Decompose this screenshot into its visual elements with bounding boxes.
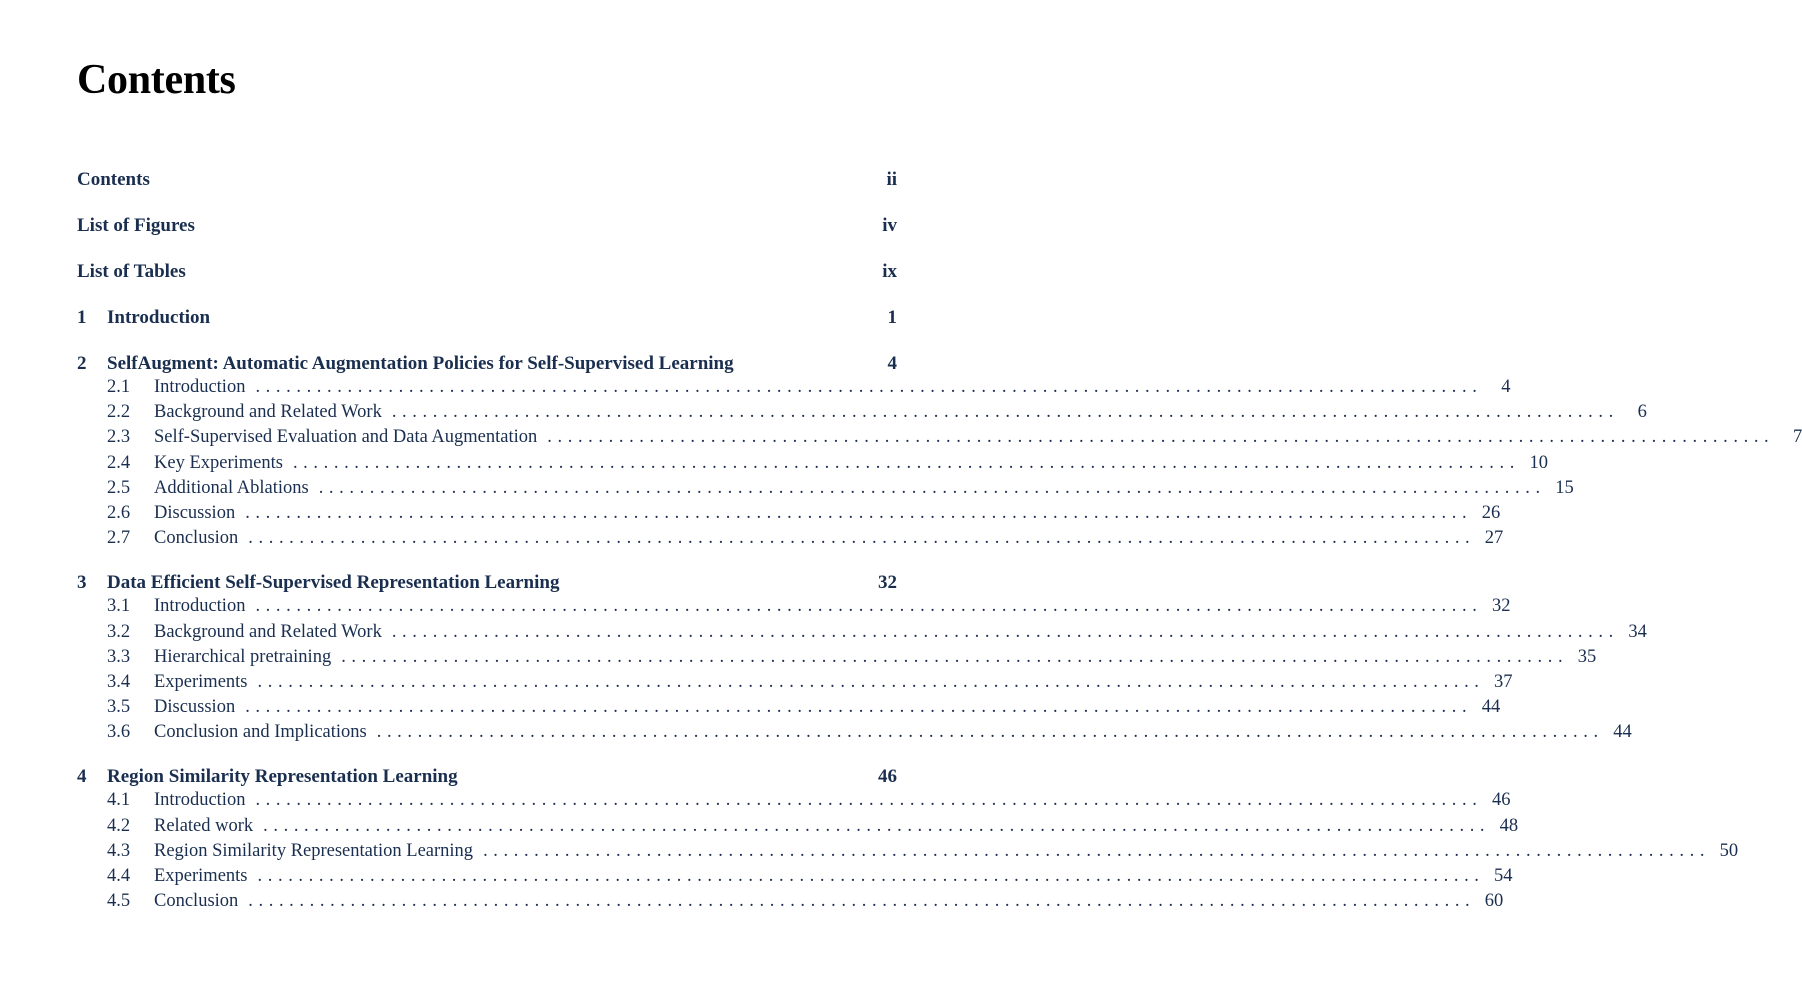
chapter-number: 3 — [77, 572, 87, 594]
section-title: Self-Supervised Evaluation and Data Augmentation — [154, 427, 538, 448]
dot-leader: ........................................................................................................................ — [257, 671, 1485, 692]
section-number: 2.7 — [107, 528, 131, 549]
dot-leader: ........................................................................................................................ — [547, 427, 1775, 448]
section-title: Conclusion and Implications — [154, 722, 367, 743]
dot-leader: ........................................................................................................................ — [248, 891, 1476, 912]
section-page: 60 — [1484, 891, 1504, 912]
section-page: 32 — [1491, 596, 1511, 617]
section-number: 4.1 — [107, 790, 131, 811]
section-entry[interactable] — [77, 375, 1511, 400]
dot-leader: ........................................................................................................................ — [245, 697, 1473, 718]
chapter-number: 1 — [77, 307, 87, 328]
chapter-number: 4 — [77, 766, 87, 788]
section-title: Experiments — [154, 671, 248, 692]
section-entry[interactable] — [77, 501, 1501, 526]
section-entry[interactable] — [77, 864, 1513, 889]
chapter-1 — [77, 304, 897, 332]
toc-entry-page: ii — [886, 169, 897, 190]
section-entry[interactable] — [77, 425, 1802, 450]
toc-entry-title: Contents — [77, 169, 150, 190]
chapter-page: 32 — [878, 572, 897, 594]
section-title: Key Experiments — [154, 452, 283, 473]
section-page: 4 — [1501, 377, 1511, 397]
section-number: 3.4 — [107, 671, 131, 692]
section-entry[interactable] — [77, 526, 1504, 551]
section-number: 4.3 — [107, 840, 131, 861]
section-title: Introduction — [154, 790, 246, 811]
section-title: Introduction — [154, 596, 246, 617]
dot-leader: ........................................................................................................................ — [248, 528, 1476, 549]
dot-leader: ........................................................................................................................ — [263, 815, 1491, 836]
section-number: 3.2 — [107, 621, 131, 642]
section-number: 2.2 — [107, 402, 131, 423]
dot-leader: ........................................................................................................................ — [391, 402, 1619, 423]
section-page: 27 — [1484, 528, 1504, 549]
chapter-entry[interactable] — [77, 304, 897, 332]
toc-entry-list-of-figures[interactable] — [77, 212, 897, 240]
chapter-page: 46 — [878, 766, 897, 788]
chapter-4 — [77, 763, 1739, 914]
section-title: Introduction — [154, 377, 246, 397]
section-page: 10 — [1529, 452, 1548, 473]
chapter-entry[interactable] — [77, 350, 897, 378]
chapter-title: SelfAugment: Automatic Augmentation Policies for Self-Supervised Learning — [107, 353, 734, 374]
section-page: 6 — [1637, 402, 1647, 423]
section-page: 50 — [1719, 840, 1739, 861]
toc-entry-contents[interactable] — [77, 166, 897, 194]
section-entry[interactable] — [77, 451, 1548, 476]
section-page: 15 — [1555, 477, 1574, 498]
section-page: 48 — [1499, 815, 1519, 836]
section-number: 2.4 — [107, 452, 131, 473]
section-page: 35 — [1577, 646, 1597, 667]
section-page: 34 — [1628, 621, 1647, 642]
section-list — [77, 594, 1647, 745]
chapter-number: 2 — [77, 353, 87, 374]
section-entry[interactable] — [77, 620, 1647, 645]
section-title: Related work — [154, 815, 254, 836]
section-page: 7 — [1793, 427, 1802, 448]
toc-entry-title: List of Figures — [77, 215, 195, 236]
section-title: Conclusion — [154, 891, 239, 912]
section-entry[interactable] — [77, 400, 1647, 425]
chapter-title: Introduction — [107, 307, 211, 328]
chapter-title: Region Similarity Representation Learning — [107, 766, 458, 788]
dot-leader: ........................................................................................................................ — [255, 596, 1483, 617]
section-number: 3.3 — [107, 646, 131, 667]
page-title: Contents — [77, 57, 236, 104]
section-entry[interactable] — [77, 839, 1739, 864]
dot-leader: ........................................................................................................................ — [318, 477, 1546, 498]
section-page: 44 — [1613, 722, 1632, 743]
section-list — [77, 788, 1739, 914]
section-entry[interactable] — [77, 788, 1511, 813]
section-entry[interactable] — [77, 645, 1597, 670]
section-title: Conclusion — [154, 528, 239, 549]
chapter-page: 1 — [887, 307, 897, 328]
dot-leader: ........................................................................................................................ — [255, 377, 1483, 397]
section-title: Hierarchical pretraining — [154, 646, 332, 667]
section-entry[interactable] — [77, 476, 1574, 501]
table-of-contents — [77, 166, 1802, 932]
section-number: 3.1 — [107, 596, 131, 617]
dot-leader: ........................................................................................................................ — [391, 621, 1619, 642]
toc-entry-page: iv — [882, 215, 897, 236]
section-number: 2.1 — [107, 377, 131, 397]
section-page: 46 — [1491, 790, 1511, 811]
section-number: 4.4 — [107, 866, 131, 886]
toc-entry-list-of-tables[interactable] — [77, 258, 897, 286]
section-entry[interactable] — [77, 670, 1513, 695]
section-entry[interactable] — [77, 594, 1511, 619]
section-number: 3.5 — [107, 697, 131, 718]
section-page: 44 — [1481, 697, 1501, 718]
section-number: 4.5 — [107, 891, 131, 912]
section-title: Experiments — [154, 866, 248, 886]
dot-leader: ........................................................................................................................ — [257, 866, 1485, 886]
section-title: Background and Related Work — [154, 621, 382, 642]
section-entry[interactable] — [77, 889, 1504, 914]
section-number: 2.6 — [107, 502, 131, 523]
dot-leader: ........................................................................................................................ — [255, 790, 1483, 811]
dot-leader: ........................................................................................................................ — [245, 502, 1473, 523]
chapter-page: 4 — [887, 353, 897, 374]
section-page: 26 — [1481, 502, 1501, 523]
chapter-entry[interactable] — [77, 763, 897, 791]
section-number: 2.3 — [107, 427, 131, 448]
dot-leader: ........................................................................................................................ — [376, 722, 1604, 743]
section-number: 4.2 — [107, 815, 131, 836]
section-list — [77, 375, 1802, 551]
section-title: Background and Related Work — [154, 402, 382, 423]
section-entry[interactable] — [77, 695, 1501, 720]
chapter-3 — [77, 569, 1647, 745]
toc-entry-title: List of Tables — [77, 261, 186, 282]
section-number: 2.5 — [107, 477, 131, 498]
toc-entry-page: ix — [882, 261, 897, 282]
section-title: Discussion — [154, 502, 236, 523]
chapter-title: Data Efficient Self-Supervised Representation Learning — [107, 572, 560, 594]
section-title: Region Similarity Representation Learning — [154, 840, 474, 861]
section-entry[interactable] — [77, 720, 1632, 745]
section-number: 3.6 — [107, 722, 131, 743]
section-page: 37 — [1494, 671, 1513, 692]
dot-leader: ........................................................................................................................ — [292, 452, 1520, 473]
dot-leader: ........................................................................................................................ — [341, 646, 1569, 667]
chapter-2 — [77, 350, 1802, 551]
dot-leader: ........................................................................................................................ — [483, 840, 1711, 861]
section-page: 54 — [1494, 866, 1513, 886]
section-title: Additional Ablations — [154, 477, 309, 498]
chapter-entry[interactable] — [77, 569, 897, 597]
section-entry[interactable] — [77, 814, 1519, 839]
section-title: Discussion — [154, 697, 236, 718]
